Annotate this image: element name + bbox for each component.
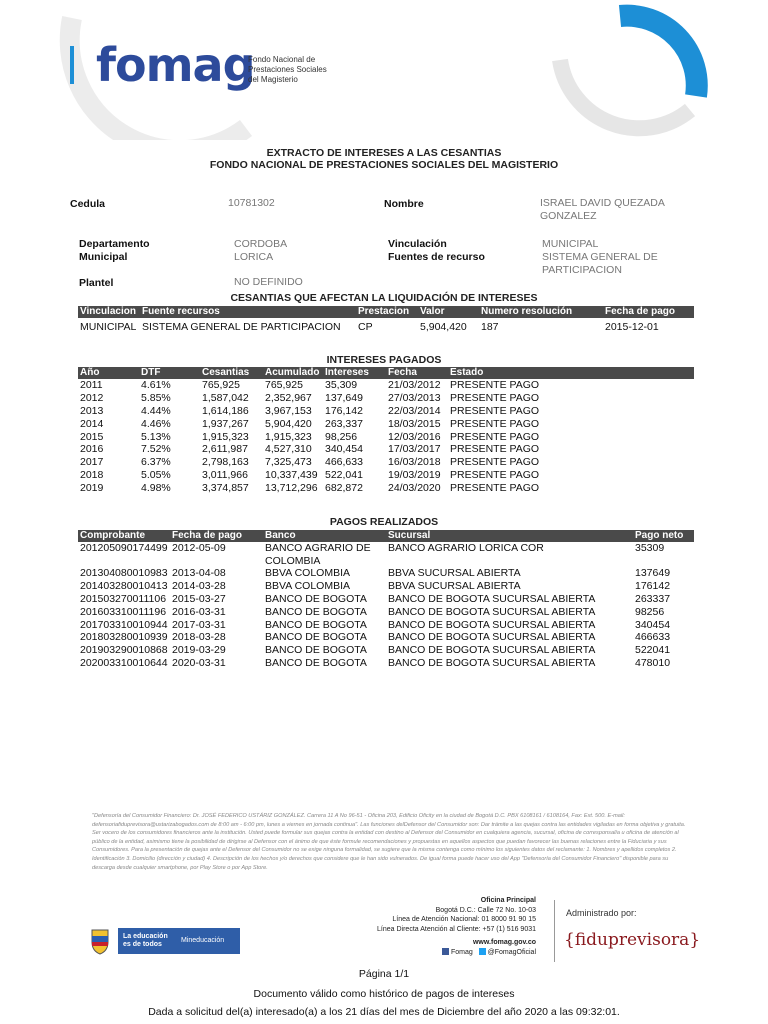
- cell: 18/03/2015: [388, 417, 441, 430]
- cell: 201205090174499: [80, 542, 168, 554]
- cell: 2012-05-09: [172, 542, 226, 554]
- cell: 4.61%: [141, 379, 171, 391]
- departamento-label: Departamento: [79, 238, 150, 250]
- cell: 201703310010944: [80, 618, 168, 631]
- cell: 27/03/2013: [388, 391, 441, 404]
- col-dtf: DTF: [141, 367, 161, 378]
- col-vinculacion: Vinculacion: [80, 306, 136, 317]
- cesantias-title: CESANTIAS QUE AFECTAN LA LIQUIDACIÓN DE INTERESES: [230, 292, 538, 304]
- table-row: [78, 580, 694, 593]
- cell: 2,352,967: [265, 391, 312, 404]
- cell: 1,915,323: [202, 430, 249, 443]
- cell: 5.13%: [141, 430, 171, 443]
- cedula-label: Cedula: [70, 198, 106, 210]
- cell: 7,325,473: [265, 456, 312, 469]
- col-cesantias: Cesantias: [202, 367, 250, 378]
- cell: 263337: [635, 592, 671, 605]
- cell: 24/03/2020: [388, 482, 441, 495]
- fuentes-value-line2: PARTICIPACION: [542, 264, 622, 276]
- cell: 176,142: [325, 404, 363, 417]
- cell: 2015-03-27: [172, 592, 226, 605]
- pagos-header: [78, 530, 694, 542]
- cell: BANCO DE BOGOTA SUCURSAL ABIERTA: [388, 605, 596, 618]
- cell: 13,712,296: [265, 482, 318, 495]
- cell: 16/03/2018: [388, 456, 441, 469]
- table-row: [78, 469, 694, 482]
- cell: 2017: [80, 456, 104, 469]
- cell: 4.98%: [141, 482, 171, 495]
- cell: 1,587,042: [202, 391, 249, 404]
- cell: 19/03/2019: [388, 469, 441, 482]
- cell: BBVA COLOMBIA: [265, 567, 350, 579]
- cedula-value: 10781302: [228, 197, 275, 209]
- municipal-label: Municipal: [79, 251, 128, 263]
- vinculacion-label: Vinculación: [388, 238, 447, 250]
- cell: 3,011,966: [202, 469, 248, 482]
- cell: 3,374,857: [202, 482, 249, 495]
- cell: 4.46%: [141, 417, 171, 430]
- cell: 137,649: [325, 391, 363, 404]
- cell: 176142: [635, 579, 671, 592]
- cell: PRESENTE PAGO: [450, 456, 540, 469]
- col-comprobante: Comprobante: [80, 530, 145, 541]
- cell: 4.44%: [141, 404, 171, 417]
- cell: 201304080010983: [80, 567, 168, 579]
- table-row: [78, 606, 694, 619]
- col-intereses: Intereses: [325, 367, 369, 378]
- cell: 6.37%: [141, 456, 171, 469]
- col-banco: Banco: [265, 530, 296, 541]
- cell: BANCO DE BOGOTA SUCURSAL ABIERTA: [388, 592, 596, 605]
- intereses-header: [78, 367, 694, 379]
- cell: 2,798,163: [202, 456, 249, 469]
- table-row: [78, 379, 694, 392]
- table-row: [78, 431, 694, 444]
- cell: 765,925: [265, 379, 303, 391]
- cell: CP: [358, 321, 373, 333]
- cell: BANCO DE BOGOTA SUCURSAL ABIERTA: [388, 657, 596, 670]
- col-pago-neto: Pago neto: [635, 530, 684, 541]
- cell: 1,614,186: [202, 404, 249, 417]
- twitter-link[interactable]: @FomagOficial: [487, 948, 536, 956]
- table-row: [78, 593, 694, 606]
- cell: 201503270011106: [80, 592, 167, 605]
- fuentes-label: Fuentes de recurso: [388, 251, 485, 263]
- cell: 2019: [80, 482, 104, 495]
- nombre-value-line1: ISRAEL DAVID QUEZADA: [540, 197, 665, 209]
- col-acumulado: Acumulado: [265, 367, 320, 378]
- cell: BANCO AGRARIO LORICA COR: [388, 542, 544, 554]
- mineducacion-logo: La educación es de todos Mineducación: [118, 928, 240, 954]
- cell: 1,937,267: [202, 417, 249, 430]
- cell: 98,256: [325, 430, 358, 443]
- vinculacion-value: MUNICIPAL: [542, 238, 599, 250]
- administrado-por-label: Administrado por:: [566, 908, 637, 918]
- nombre-label: Nombre: [384, 198, 424, 210]
- cell: 5.85%: [141, 391, 171, 404]
- cell: 2013-04-08: [172, 567, 226, 579]
- cell: 263,337: [325, 417, 363, 430]
- cell: COLOMBIA: [265, 555, 321, 567]
- document-title: EXTRACTO DE INTERESES A LAS CESANTIAS: [266, 147, 502, 159]
- pagos-rows: [78, 567, 694, 670]
- cell: BANCO DE BOGOTA: [265, 592, 367, 605]
- fuentes-value-line1: SISTEMA GENERAL DE: [542, 251, 658, 263]
- cell: 187: [481, 321, 499, 333]
- cell: BANCO DE BOGOTA SUCURSAL ABIERTA: [388, 644, 596, 657]
- cell: 2016-03-31: [172, 605, 226, 618]
- cell: BANCO DE BOGOTA: [265, 618, 367, 631]
- nombre-value-line2: GONZALEZ: [540, 210, 597, 222]
- pagos-first-row: [78, 542, 694, 568]
- cesantias-row: [78, 321, 694, 334]
- cell: 35,309: [325, 379, 358, 391]
- col-fecha-pago: Fecha de pago: [605, 306, 676, 317]
- cell: MUNICIPAL: [80, 321, 137, 333]
- cell: 35309: [635, 542, 665, 554]
- pagos-title: PAGOS REALIZADOS: [329, 516, 439, 528]
- cell: PRESENTE PAGO: [450, 430, 540, 443]
- facebook-link[interactable]: Fomag: [450, 948, 473, 956]
- col-ano: Año: [80, 367, 100, 378]
- cell: 202003310010644: [80, 657, 168, 670]
- fomag-logo: fomag: [96, 38, 255, 92]
- intereses-title: INTERESES PAGADOS: [326, 354, 442, 366]
- cell: 2018-03-28: [172, 631, 226, 644]
- twitter-icon: [479, 948, 486, 955]
- cesantias-header: [78, 306, 694, 318]
- cell: 2013: [80, 404, 104, 417]
- municipal-value: LORICA: [234, 251, 274, 263]
- cell: BBVA SUCURSAL ABIERTA: [388, 579, 521, 592]
- cell: 201603310011196: [80, 605, 167, 618]
- cell: PRESENTE PAGO: [450, 443, 540, 456]
- cell: 2015: [80, 430, 104, 443]
- cell: 22/03/2014: [388, 404, 441, 417]
- col-valor: Valor: [420, 306, 445, 317]
- cell: PRESENTE PAGO: [450, 379, 540, 391]
- col-fecha: Fecha: [388, 367, 417, 378]
- cell: PRESENTE PAGO: [450, 482, 540, 495]
- cell: PRESENTE PAGO: [450, 417, 540, 430]
- cell: 2016: [80, 443, 104, 456]
- table-row: [78, 405, 694, 418]
- cell: 2014-03-28: [172, 579, 226, 592]
- table-row: [78, 567, 694, 580]
- page-number: Página 1/1: [358, 968, 410, 980]
- table-row: [78, 657, 694, 670]
- cell: 17/03/2017: [388, 443, 441, 456]
- table-row: [78, 392, 694, 405]
- cell: 2011: [80, 379, 103, 391]
- cell: 1,915,323: [265, 430, 312, 443]
- cell: 5,904,420: [265, 417, 312, 430]
- col-fecha-pago: Fecha de pago: [172, 530, 243, 541]
- cell: BBVA SUCURSAL ABIERTA: [388, 567, 521, 579]
- cell: 12/03/2016: [388, 430, 441, 443]
- cell: 2020-03-31: [172, 657, 226, 670]
- cell: BANCO AGRARIO DE: [265, 542, 371, 554]
- cell: 2014: [80, 417, 104, 430]
- cell: PRESENTE PAGO: [450, 469, 540, 482]
- table-row: [78, 443, 694, 456]
- cell: BANCO DE BOGOTA SUCURSAL ABIERTA: [388, 618, 596, 631]
- plantel-value: NO DEFINIDO: [234, 276, 303, 288]
- footer-divider: [554, 900, 555, 962]
- cell: BANCO DE BOGOTA: [265, 644, 367, 657]
- col-prestacion: Prestacion: [358, 306, 410, 317]
- cell: BANCO DE BOGOTA: [265, 605, 367, 618]
- cell: 340454: [635, 618, 671, 631]
- cell: 4,527,310: [265, 443, 312, 456]
- defensoria-disclaimer: "Defensoría del Consumidor Financiero: Dr. JOSÉ FEDERICO USTÁRIZ GONZÁLEZ. Carrera 11 A No 96-51 - Oficina 203, Edificio Oficity en la ciudad de Bogotá D.C. PBX 6108161 / 6108164, Fax: Ext. 500. E-mail: defensoriafiduprevisora@ustarizabogados.com de 8:00 am - 6:00 pm, lunes a viernes en jornada continua". Las funciones delDefensor del Consumidor son: Dar trámite a las quejas contra las entidades vigiladas en forma objetiva y gratuita. Ser vocero de los consumidores financieros ante la institución. Usted puede formular sus quejas contra la entidad con destino al Defensor del Consumidor en cualquiera agencia, sucursal, oficina de corresponsalía u oficina de atención al público de la entidad, asimismo tiene la posibilidad de dirigirse al Defensor con el ánimo de que éste formule recomendaciones y propuestas en aquellos aspectos que puedan favorecer las buenas relaciones entre la Fiduciaria y sus Consumidores. Para la presentación de quejas ante el Defensor del Consumidor no se exige ninguna formalidad, se sugiere que la misma contenga como mínimo los siguientes datos del reclamante: 1. Nombres y apellidos completos 2. Identificación 3. Domicilio (dirección y ciudad) 4. Descripción de los hechos y/o derechos que considere que le han sido vulnerados. De igual forma puede hacer uso del App "Defensoría del Consumidor Financiero" disponible para su descarga desde cualquier smartphone, por Play Store o por App Store.: [92, 813, 686, 871]
- cell: BANCO DE BOGOTA SUCURSAL ABIERTA: [388, 631, 596, 644]
- cell: 2019-03-29: [172, 644, 226, 657]
- facebook-icon: [442, 948, 449, 955]
- validity-note: Documento válido como histórico de pagos de intereses: [253, 988, 515, 1000]
- cell: SISTEMA GENERAL DE PARTICIPACION: [142, 321, 341, 333]
- cell: 201803280010939: [80, 631, 168, 644]
- cell: 466633: [635, 631, 671, 644]
- cell: 682,872: [325, 482, 363, 495]
- plantel-label: Plantel: [79, 277, 114, 289]
- cell: 5.05%: [141, 469, 171, 482]
- document-subtitle: FONDO NACIONAL DE PRESTACIONES SOCIALES DEL MAGISTERIO: [209, 159, 559, 171]
- cell: 522041: [635, 644, 671, 657]
- cell: 98256: [635, 605, 665, 618]
- col-sucursal: Sucursal: [388, 530, 431, 541]
- cell: 2,611,987: [202, 443, 248, 456]
- intereses-rows: [78, 379, 694, 495]
- cell: BANCO DE BOGOTA: [265, 657, 367, 670]
- cell: 201403280010413: [80, 579, 168, 592]
- cell: 5,904,420: [420, 321, 467, 333]
- cell: 10,337,439: [265, 469, 318, 482]
- cell: 466,633: [325, 456, 363, 469]
- cell: 340,454: [325, 443, 363, 456]
- table-row: [78, 644, 694, 657]
- cell: 522,041: [325, 469, 363, 482]
- cell: 765,925: [202, 379, 240, 391]
- table-row: [78, 456, 694, 469]
- cell: 478010: [635, 657, 671, 670]
- table-row: [78, 418, 694, 431]
- cell: 201903290010868: [80, 644, 168, 657]
- office-info: Oficina Principal Bogotá D.C.: Calle 72 No. 10-03 Línea de Atención Nacional: 01 8000 91 90 15 Línea Directa Atención al Cliente: +57 (1) 516 9031 www.fomag.gov.co Fomag @FomagOficial: [377, 897, 536, 956]
- col-fuente: Fuente recursos: [142, 306, 220, 317]
- departamento-value: CORDOBA: [234, 238, 288, 250]
- cell: BANCO DE BOGOTA: [265, 631, 367, 644]
- cell: 3,967,153: [265, 404, 312, 417]
- col-numero-resolucion: Numero resolución: [481, 306, 573, 317]
- colombia-shield-icon: [86, 926, 114, 956]
- social-links: [377, 948, 536, 958]
- cell: PRESENTE PAGO: [450, 391, 540, 404]
- request-note: Dada a solicitud del(a) interesado(a) a los 21 días del mes de Diciembre del año 2020 a las 09:32:01.: [148, 1006, 620, 1018]
- cell: 2018: [80, 469, 104, 482]
- cell: 2017-03-31: [172, 618, 226, 631]
- cell: 2015-12-01: [605, 321, 659, 333]
- cell: 137649: [635, 567, 671, 579]
- cell: 7.52%: [141, 443, 171, 456]
- website-link[interactable]: www.fomag.gov.co: [472, 939, 536, 946]
- cell: PRESENTE PAGO: [450, 404, 540, 417]
- table-row: [78, 482, 694, 495]
- col-estado: Estado: [450, 367, 484, 378]
- fomag-logo-subtitle: Fondo Nacional de Prestaciones Sociales del Magisterio: [248, 55, 327, 84]
- table-row: [78, 619, 694, 632]
- cell: 21/03/2012: [388, 379, 441, 391]
- table-row: [78, 631, 694, 644]
- cell: BBVA COLOMBIA: [265, 579, 350, 592]
- cell: 2012: [80, 391, 104, 404]
- fiduprevisora-logo: {fiduprevisora}: [564, 930, 701, 950]
